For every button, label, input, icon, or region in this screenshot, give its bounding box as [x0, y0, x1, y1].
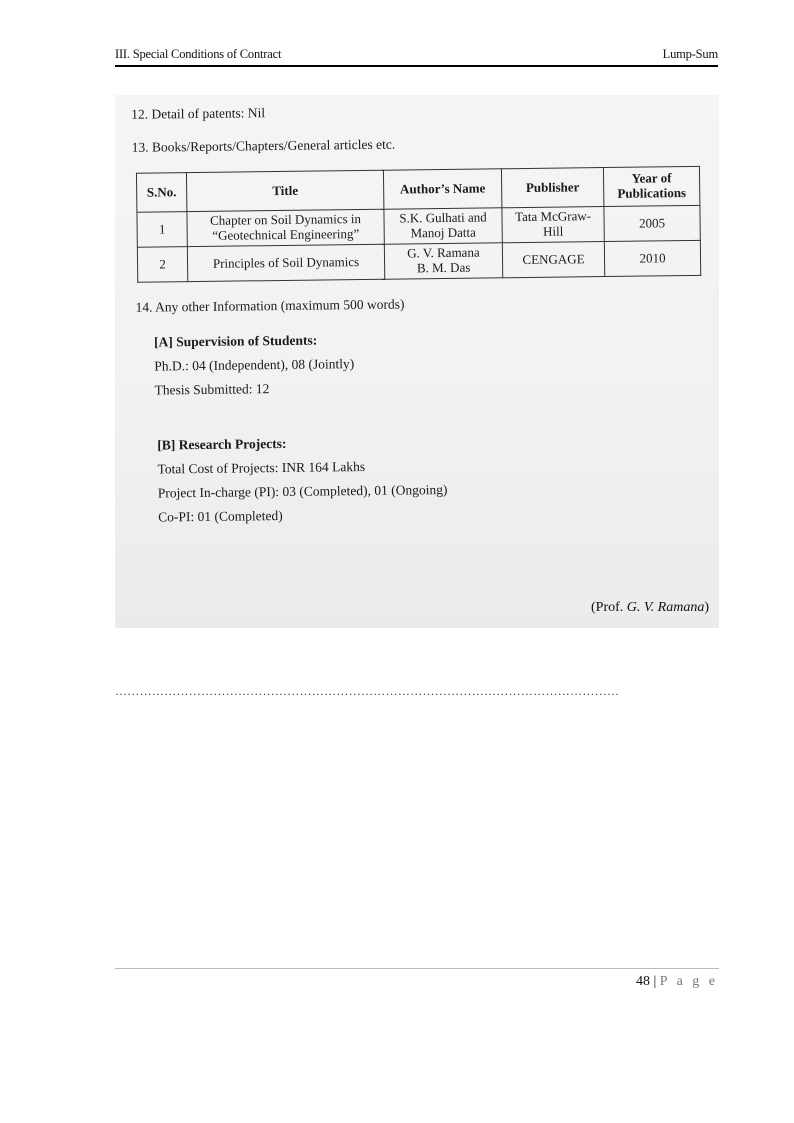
signature-line — [591, 600, 709, 616]
page-number: 48 — [635, 974, 650, 989]
books-table — [136, 166, 701, 283]
page-header — [115, 47, 718, 67]
other-info-heading: 14. Any other Information (maximum 500 words) — [135, 296, 405, 315]
cost-line: Total Cost of Projects: INR 164 Lakhs — [157, 458, 366, 477]
cell-publisher-line2: Hill — [542, 223, 564, 239]
table-row — [137, 240, 700, 282]
col-author: Author’s Name — [383, 169, 501, 209]
cell-sno: 1 — [137, 212, 187, 248]
pi-line: Project In-charge (PI): 03 (Completed), 01 (Ongoing) — [157, 481, 448, 501]
scanned-document-image — [115, 95, 719, 628]
col-title: Title — [186, 170, 383, 211]
supervision-heading — [154, 333, 317, 351]
research-heading-text: [B] Research Projects: — [157, 435, 287, 453]
research-heading — [157, 436, 286, 454]
cell-author-line1: S.K. Gulhati and — [399, 209, 487, 226]
cell-author — [384, 208, 502, 244]
cell-author-line2: B. M. Das — [416, 259, 471, 276]
cell-publisher-line1: Tata McGraw- — [514, 208, 592, 225]
cell-title — [187, 209, 384, 246]
col-year — [603, 166, 699, 206]
cell-title: Principles of Soil Dynamics — [187, 244, 384, 281]
thesis-line: Thesis Submitted: 12 — [154, 381, 270, 398]
cell-year: 2005 — [604, 205, 700, 241]
col-year-line2: Publications — [617, 185, 687, 201]
dotted-separator: …………………………………………………………………………………………………………… — [115, 684, 620, 698]
cell-author — [384, 243, 502, 279]
footer-rule — [115, 968, 719, 969]
cell-sno: 2 — [137, 247, 187, 283]
cell-title-line2: “Geotechnical Engineering” — [212, 226, 360, 243]
signature-suffix: ) — [704, 600, 709, 615]
cell-title-line1: Chapter on Soil Dynamics in — [209, 211, 362, 228]
phd-line: Ph.D.: 04 (Independent), 08 (Jointly) — [154, 356, 355, 374]
supervision-heading-text: [A] Supervision of Students: — [153, 332, 318, 350]
page-label: P a g e — [659, 974, 718, 989]
copi-line: Co-PI: 01 (Completed) — [158, 507, 283, 525]
books-heading: 13. Books/Reports/Chapters/General articles etc. — [131, 136, 396, 155]
cell-publisher: CENGAGE — [502, 242, 604, 278]
page-separator: | — [649, 974, 660, 989]
col-sno: S.No. — [136, 173, 186, 213]
signature-prefix: (Prof. — [591, 600, 627, 615]
signature-name: G. V. Ramana — [626, 600, 705, 615]
page-footer — [636, 974, 718, 990]
col-publisher: Publisher — [501, 168, 603, 208]
cell-author-line2: Manoj Datta — [410, 224, 476, 241]
cell-publisher — [502, 207, 604, 243]
header-section-title: III. Special Conditions of Contract — [115, 47, 282, 61]
scan-content — [115, 95, 719, 628]
cell-author-line1: G. V. Ramana — [407, 244, 480, 261]
patents-line: 12. Detail of patents: Nil — [131, 105, 266, 122]
col-year-line1: Year of — [631, 170, 672, 186]
cell-year: 2010 — [604, 240, 700, 276]
table-header-row — [136, 166, 699, 212]
header-contract-type: Lump-Sum — [662, 47, 718, 61]
